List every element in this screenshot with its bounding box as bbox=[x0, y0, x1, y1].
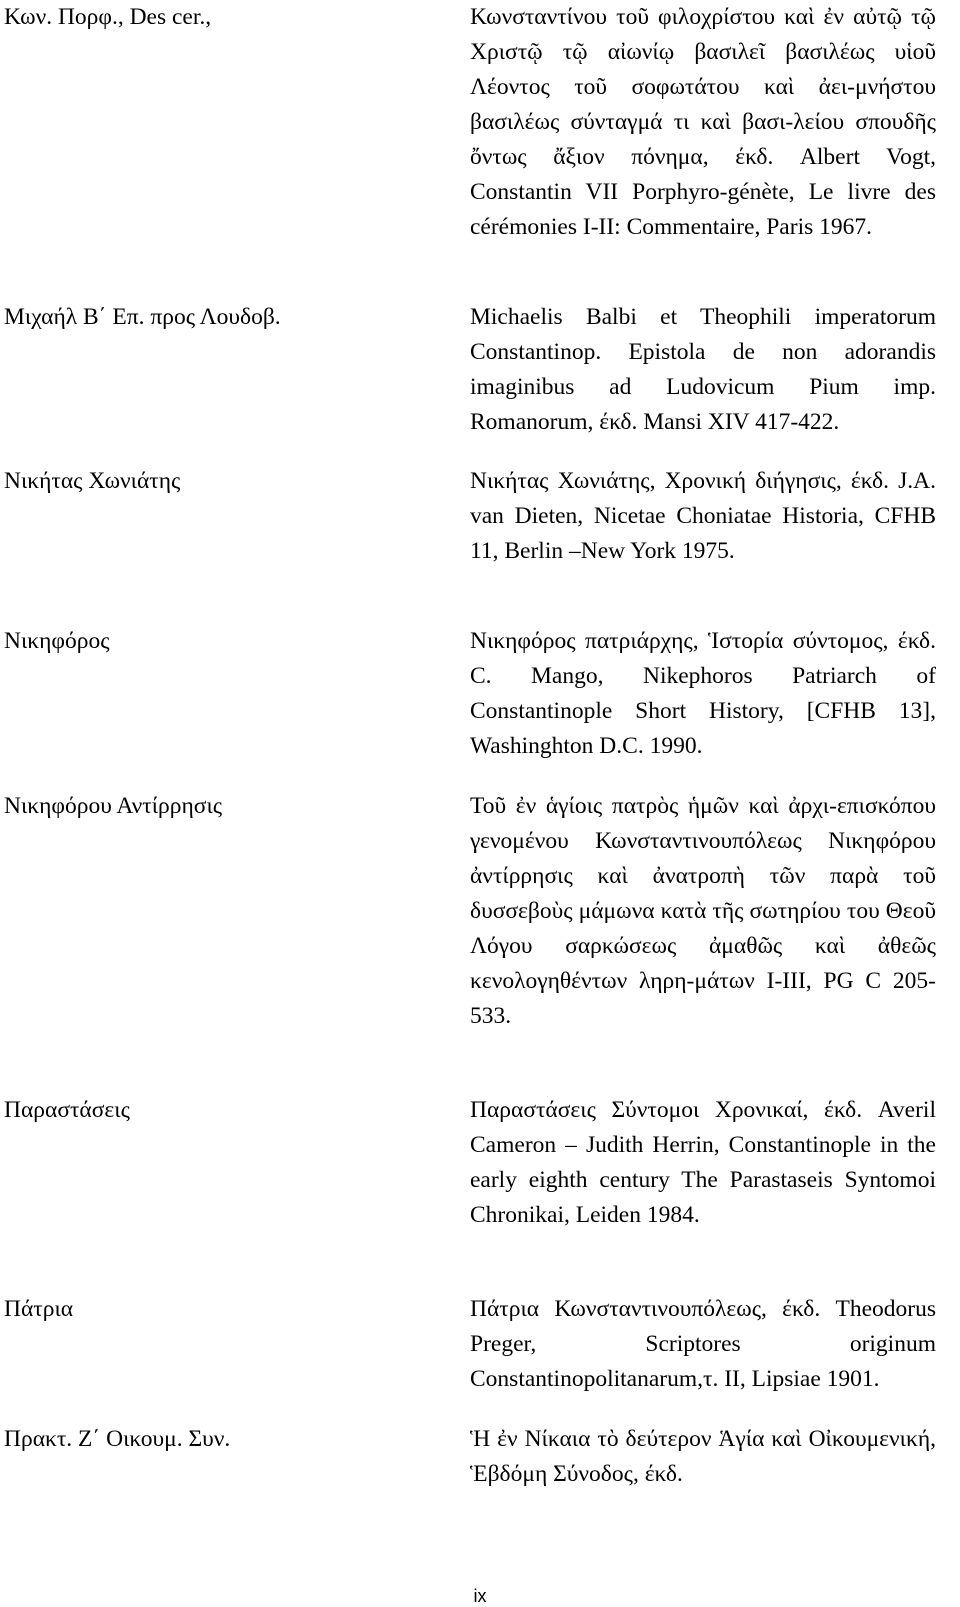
entry-abbreviation: Παραστάσεις bbox=[4, 1097, 130, 1123]
entry-description: Παραστάσεις Σύντομοι Χρονικαί, έκδ. Averil Cameron – Judith Herrin, Constantinople in the early eighth century The Parastaseis Syntomoi Chronikai, Leiden 1984. bbox=[470, 1097, 936, 1228]
entry-description: Νικηφόρος πατριάρχης, Ἱστορία σύντομος, έκδ. C. Mango, Nikephoros Patriarch of Constantinople Short History, [CFHB 13], Washinghton D.C. 1990. bbox=[470, 628, 936, 759]
entry-description: Τοῦ ἐν ἁγίοις πατρὸς ἡμῶν καὶ ἀρχι-επισκόπου γενομένου Κωνσταντινουπόλεως Νικηφόρου ἀντίρρησις καὶ ἀνατροπὴ τῶν παρὰ τοῦ δυσσεβοὺς μάμωνα κατὰ τῆς σωτηρίου του Θεοῦ Λόγου σαρκώσεως ἀμαθῶς καὶ ἀθεῶς κενολογηθέντων ληρη-μάτων I-III, PG C 205-533. bbox=[470, 793, 936, 1029]
page-number: ix bbox=[473, 1586, 487, 1606]
entry-abbreviation: Νικήτας Χωνιάτης bbox=[4, 468, 181, 494]
entry-description: Ἡ ἐν Νίκαια τὸ δεύτερον Ἁγία καὶ Οἰκουμενική, Ἑβδόμη Σύνοδος, έκδ. bbox=[470, 1426, 936, 1487]
entry-description: Νικήτας Χωνιάτης, Χρονική διήγησις, έκδ. J.A. van Dieten, Nicetae Choniatae Historia, CFHB 11, Berlin –New York 1975. bbox=[470, 468, 936, 564]
entry-abbreviation: Νικηφόρος bbox=[4, 628, 110, 654]
entry-description: Πάτρια Κωνσταντινουπόλεως, έκδ. Theodorus Preger, Scriptores originum Constantinopolitanarum,τ. II, Lipsiae 1901. bbox=[470, 1296, 936, 1392]
entry-abbreviation: Πρακτ. Ζ΄ Οικουμ. Συν. bbox=[4, 1426, 231, 1452]
entry-abbreviation: Πάτρια bbox=[4, 1296, 74, 1322]
entry-description: Michaelis Balbi et Theophili imperatorum Constantinop. Epistola de non adorandis imaginibus ad Ludovicum Pium imp. Romanorum, έκδ. Mansi XIV 417-422. bbox=[470, 304, 936, 435]
entry-description: Κωνσταντίνου τοῦ φιλοχρίστου καὶ ἐν αὐτῷ τῷ Χριστῷ τῷ αἰωνίῳ βασιλεῖ βασιλέως υἱοῦ Λέοντος τοῦ σοφωτάτου καὶ ἀει-μνήστου βασιλέως σύνταγμά τι καὶ βασι-λείου σπουδῆς ὄντως ἄξιον πόνημα, έκδ. Albert Vogt, Constantin VII Porphyro-génète, Le livre des cérémonies I-II: Commentaire, Paris 1967. bbox=[470, 4, 936, 240]
entry-abbreviation: Κων. Πορφ., Des cer., bbox=[4, 4, 212, 30]
entry-abbreviation: Μιχαήλ Β΄ Επ. προς Λουδοβ. bbox=[4, 304, 281, 330]
entry-abbreviation: Νικηφόρου Αντίρρησις bbox=[4, 793, 223, 819]
